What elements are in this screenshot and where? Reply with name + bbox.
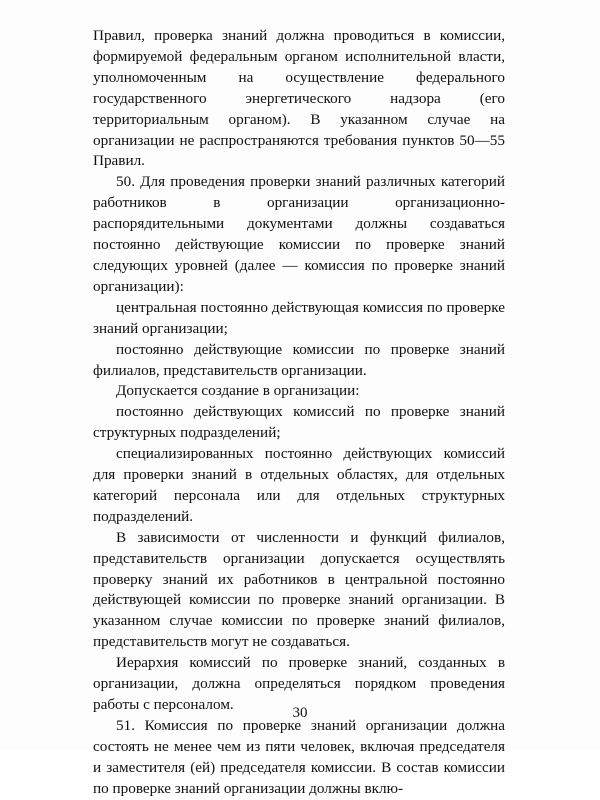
paragraph-specialized-commissions: специализированных постоянно действующих комиссий для проверки знаний в отдельных областях, для отдельных категорий персонала или для отдельных структурных подразделений. xyxy=(93,445,505,525)
body-text xyxy=(93,26,505,800)
page-number: 30 xyxy=(292,705,308,721)
paragraph-hierarchy: Иерархия комиссий по проверке знаний, созданных в организации, должна определяться порядком проведения работы с персоналом. xyxy=(93,654,505,713)
paragraph-clause-51: 51. Комиссия по проверке знаний организации должна состоять не менее чем из пяти человек, включая председателя и заместителя (ей) председателя комиссии. В состав комиссии по проверке знаний организации должны вклю- xyxy=(93,716,505,797)
paragraph-allowed-creation: Допускается создание в организации: xyxy=(116,382,360,400)
paragraph-unit-commissions: постоянно действующих комиссий по проверке знаний структурных подразделений; xyxy=(93,403,505,442)
paragraph-branch-dependence: В зависимости от численности и функций филиалов, представительств организации допускается осуществлять проверку знаний их работников в центральной постоянно действующей комиссии по проверке знаний организации. В указанном случае комиссии по проверке знаний филиалов, представительств могут не создаваться. xyxy=(93,528,505,651)
paragraph-branch-commissions: постоянно действующие комиссии по проверке знаний филиалов, представительств организации. xyxy=(93,340,505,379)
paragraph-central-commission: центральная постоянно действующая комиссия по проверке знаний организации; xyxy=(93,298,505,337)
paragraph-continuation: Правил, проверка знаний должна проводиться в комиссии, формируемой федеральным органом исполнительной власти, уполномоченным на осуществление федерального государственного энергетического надзора (его территориальным органом). В указанном случае на организации не распространяются требования пунктов 50—55 Правил. xyxy=(93,27,505,170)
paragraph-clause-50: 50. Для проведения проверки знаний различных категорий работников в организации организационно-распорядительными документами должны создаваться постоянно действующие комиссии по проверке знаний следующих уровней (далее — комиссия по проверке знаний организации): xyxy=(93,173,505,295)
